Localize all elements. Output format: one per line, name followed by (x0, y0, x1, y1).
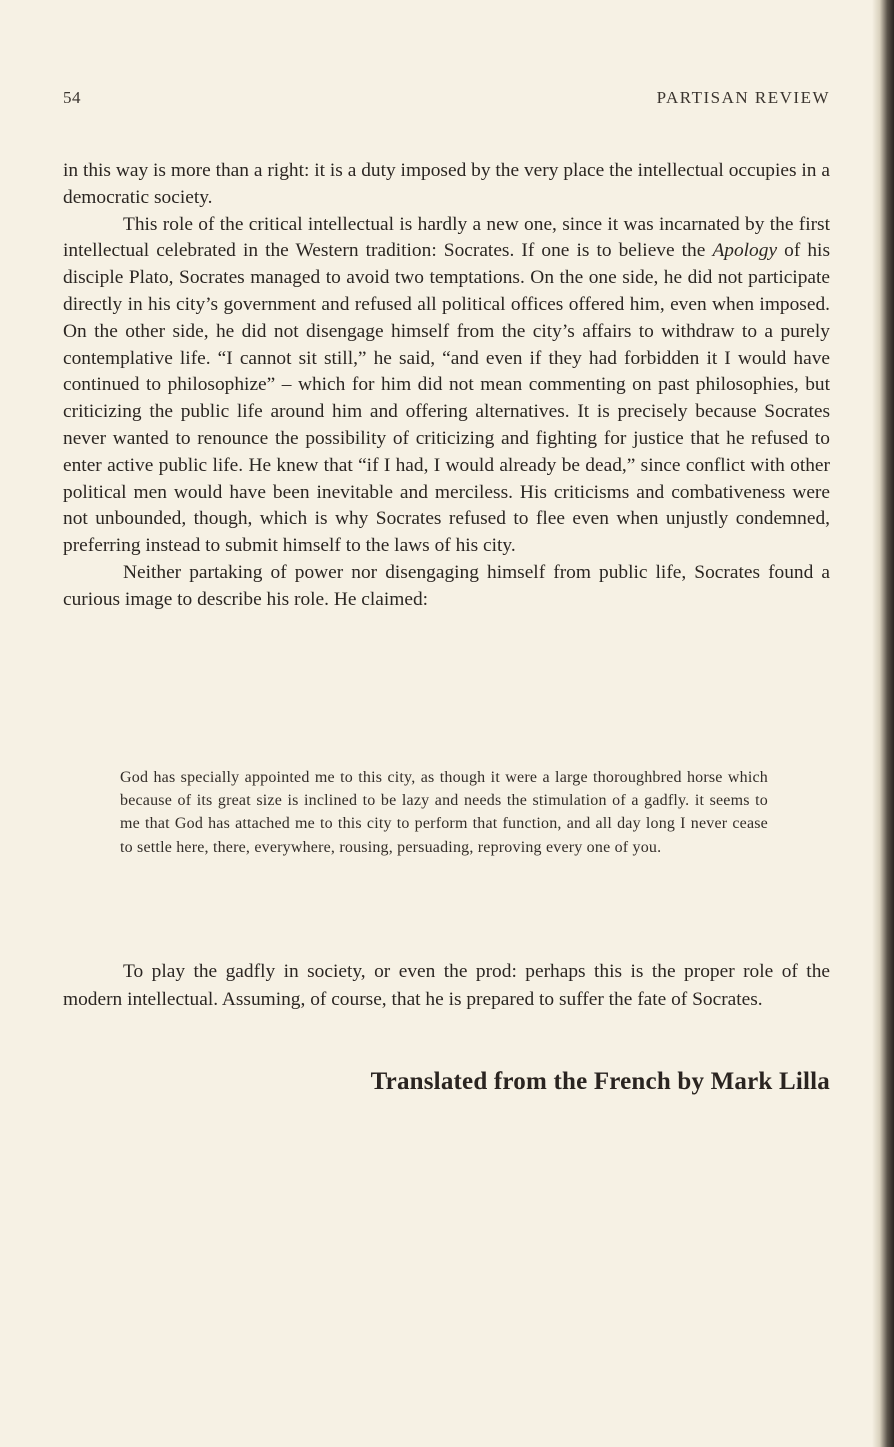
running-head: PARTISAN REVIEW (656, 88, 830, 107)
paragraph-3: Neither partaking of power nor disengaging himself from public life, Socrates found a curious image to describe his role. He claimed: (63, 561, 830, 610)
page-number: 54 (63, 88, 81, 107)
block-quote: God has specially appointed me to this city, as though it were a large thoroughbred horse which because of its great size is inclined to be lazy and needs the stimulation of a gadfly. it seems to me that God has attached me to this city to perform that function, and all day long I never cease to settle here, there, everywhere, rousing, persuading, reproving every one of you. (120, 769, 768, 856)
apology-title: Apology (712, 240, 778, 262)
body-text (63, 158, 830, 614)
closing-text (63, 958, 830, 1014)
translator-credit: Translated from the French by Mark Lilla (370, 1068, 830, 1095)
paragraph-2-start: This role of the critical intellectual is hardly a new one, since it was incarnated by the first intellectual celebrated in the Western tradition: Socrates. If one is to believe the (63, 213, 830, 262)
paragraph-2 (63, 212, 830, 560)
closing-paragraph: To play the gadfly in society, or even the prod: perhaps this is the proper role of the modern intellectual. Assuming, of course, that he is prepared to suffer the fate of Socrates. (63, 961, 830, 1010)
page-header (63, 88, 830, 112)
paragraph-2-rest: of his disciple Plato, Socrates managed to avoid two temptations. On the one side, he did not participate directly in his city’s government and refused all political offices offered him, even when imposed. On the other side, he did not disengage himself from the city’s affairs to withdraw to a purely contemplative life. “I cannot sit still,” he said, “and even if they had forbidden it I would have continued to philosophize” – which for him did not mean commenting on past philosophies, but criticizing the public life around him and offering alternatives. It is precisely because Socrates never wanted to renounce the possibility of criticizing and fighting for justice that he refused to enter active public life. He knew that “if I had, I would already be dead,” since conflict with other political men would have been inevitable and merciless. His criticisms and combativeness were not unbounded, though, which is why Socrates refused to flee even when unjustly condemned, preferring instead to submit himself to the laws of his city. (63, 240, 830, 557)
page-edge-shadow (872, 0, 894, 1447)
paragraph-1: in this way is more than a right: it is a duty imposed by the very place the intellectual occupies in a democratic society. (63, 160, 830, 208)
